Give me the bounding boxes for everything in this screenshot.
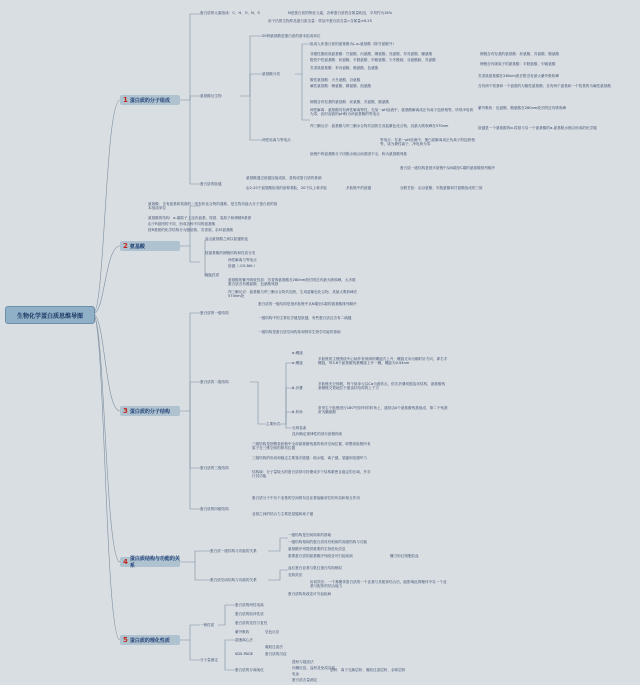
node-coil-note: 没有确定规律性的部分肽链构象 — [292, 432, 343, 436]
node-aa-props: 理化性质 — [205, 273, 220, 277]
node-tertiary: 蛋白质的三级结构 — [200, 466, 229, 470]
node-s3: 蛋白质的分离纯化 — [235, 668, 264, 672]
node-ter1: 三级结构是指整条肽链中全部氨基酸残基的相对空间位置，即整条肽链所有原子在三维空间的排布位置 — [252, 442, 371, 451]
root-label: 生物化学蛋白质思维导图 — [16, 312, 83, 320]
node-secondary: 蛋白质的二级结构 — [200, 380, 229, 384]
node-d7: 肽链中的氨基酸分子因脱水缩合而基团不全，称为氨基酸残基 — [310, 152, 408, 156]
node-helix: α-螺旋 — [292, 361, 303, 365]
node-elements: 蛋白质的元素组成：C、H、O、N、S — [200, 11, 260, 15]
node-sheet: β-折叠 — [292, 386, 303, 390]
node-s3c: 电泳 — [292, 672, 300, 676]
node-r1b: 一级结构相似的蛋白质具有相似的高级结构与功能 — [288, 540, 368, 544]
branch-label: 氨基酸 — [129, 243, 145, 250]
node-s1c: 蛋白质的变性与复性 — [235, 621, 268, 625]
node-r2b: 变构效应 — [288, 573, 303, 577]
node-s2c: SDS-PAGE — [235, 652, 254, 656]
node-quaternary: 蛋白质的四级结构 — [200, 507, 229, 511]
node-s3e: 蛋白质含量测定 — [292, 678, 318, 682]
branch-physicochemical-properties[interactable] — [120, 635, 180, 645]
node-peptide: 蛋白质的肽键 — [200, 182, 222, 186]
node-r1d: 重要蛋白质的氨基酸序列改变可引起疾病 — [288, 554, 353, 558]
node-primary: 蛋白质的一级结构 — [200, 311, 229, 315]
branch-amino-acids[interactable] — [120, 241, 180, 251]
node-acidic: 酸性氨基酸：天冬氨酸、谷氨酸 — [310, 78, 361, 82]
node-right-4: 含有两个羧基和一个氨基的为酸性氨基酸；含有两个氨基和一个羧基的为碱性氨基酸 — [478, 84, 611, 88]
node-derivative: 氨基酸衍生物 — [200, 94, 222, 98]
node-coil: 无规卷曲 — [292, 426, 307, 430]
node-s1e: 呈色反应 — [265, 630, 280, 634]
node-turn-note: 常发生于肽链进行180°回折时的转角上，通常由4个氨基酸残基组成，第二个残基常为脯氨酸 — [318, 406, 448, 415]
branch-number: 4 — [123, 558, 128, 566]
branch-number: 1 — [123, 96, 128, 104]
branch-structure-function[interactable] — [120, 557, 180, 567]
node-aa-intro3: 由于R基团的不同，形成各种不同的氨基酸 — [148, 222, 216, 226]
node-basic: 碱性氨基酸：赖氨酸、精氨酸、组氨酸 — [310, 84, 372, 88]
node-aa-intro1: 氨基酸：含有氨基和羧基的一类有机化合物的通称，是生物功能大分子蛋白质的基本组成单位 — [148, 202, 278, 211]
node-s1: 一般性质 — [200, 623, 215, 627]
node-pri1: 蛋白质的一级结构是指多肽链中从N端至C端的氨基酸排列顺序 — [258, 302, 357, 306]
node-pri3: 一级结构是蛋白质空间构象和特异生物学功能的基础 — [258, 330, 341, 334]
root-topic[interactable] — [5, 306, 95, 324]
node-p3: 多肽链中的肽键 — [346, 186, 372, 190]
node-s1b: 蛋白质的胶体性质 — [235, 612, 264, 616]
node-s2d: 蛋白质的沉淀 — [265, 652, 287, 656]
node-sheet-note: 多肽链充分伸展，每个肽单元以Cα为旋转点，依次折叠成锯齿状结构，氨基酸残基侧链交替地位于锯齿状结构的上下方 — [318, 382, 446, 391]
node-aromatic: 芳香族氨基酸：苯丙氨酸、酪氨酸、色氨酸 — [310, 66, 379, 70]
branch-label: 蛋白质的理化性质 — [129, 637, 170, 644]
node-aa-classification: 氨基酸分类 — [262, 72, 280, 76]
node-d4: 肽键是一个氨基酸的α-羧基与另一个氨基酸的α-氨基脱水缩合形成的化学键 — [478, 126, 597, 130]
node-s1a: 蛋白质的两性电离 — [235, 603, 264, 607]
node-aa-pr3: 氨基酸的紫外吸收性质：芳香族氨基酸在280nm波长附近有最大吸收峰，大多数蛋白质含有酪氨酸、色氨酸残基 — [228, 278, 356, 287]
node-d6: 等电点：在某一pH溶液中，蛋白质解离成正负离子的趋势相等，成为兼性离子，净电荷为零 — [380, 138, 475, 147]
node-d8: 蛋白质一级结构是指多肽链中从N端至C端的氨基酸排列顺序 — [400, 166, 496, 170]
branch-label: 蛋白质的分子组成 — [129, 97, 170, 104]
node-d1-label: 侧链含有羟基的氨基酸：丝氨酸、苏氨酸、酪氨酸 — [310, 100, 390, 104]
node-d3: 茚三酮反应：氨基酸与茚三酮水合物共加热生成蓝紫色化合物，其最大吸收峰在570nm — [310, 124, 449, 128]
node-r1c: 氨基酸序列提供重要的生物进化信息 — [288, 547, 346, 551]
node-ter3: 结构域：分子量较大的蛋白质常可折叠成多个结构紧密且稳定的区域，并各行其功能 — [252, 470, 371, 479]
branch-number: 2 — [123, 242, 128, 250]
node-sec-header: α-螺旋 — [292, 351, 303, 355]
node-pri2: 一级结构中的主要化学键是肽键，有些蛋白质还含有二硫键 — [258, 316, 352, 320]
node-q1: 蛋白质分子中各个亚基的空间排布及亚基接触部位的布局和相互作用 — [252, 496, 360, 500]
node-r2d: 蛋白质构象改变可引起疾病 — [288, 592, 332, 596]
node-s3a: 透析与超滤法 — [292, 660, 314, 664]
node-helix-note: 多肽链的主链围绕中心轴作有规律的螺旋式上升，螺旋走向为顺时针方向，即右手螺旋，每3.6个氨基酸残基螺旋上升一圈，螺距为0.54nm — [318, 357, 448, 366]
node-d1: 两性解离：氨基酸具有两性解离特性，在某一pH溶液中，氨基酸解离成正负离子趋势相等，所带净电荷为零，此时溶液的pH称为该氨基酸的等电点 — [310, 108, 474, 117]
node-r1: 蛋白质一级结构与功能的关系 — [210, 549, 257, 553]
node-p1: 氨基酸通过肽键连接成肽，是构成蛋白质的基础 — [246, 176, 322, 180]
node-r1e: 镰刀形红细胞贫血 — [390, 554, 419, 558]
node-aa-intro2: 氨基酸的结构：α-碳原子上连有氨基、羧基、氢原子和侧链R基团 — [148, 216, 252, 220]
node-r2a: 血红蛋白亚基与肌红蛋白结构相似 — [288, 566, 342, 570]
node-polar: 极性中性氨基酸：丝氨酸、半胱氨酸、甲硫氨酸、天冬酰胺、谷氨酰胺、苏氨酸 — [310, 58, 436, 62]
node-s2b: 凝胶过滤法 — [265, 645, 283, 649]
node-d5: 两性电离与等电点 — [262, 138, 291, 142]
node-s3d: 层析：离子交换层析、凝胶过滤层析、亲和层析 — [330, 668, 406, 672]
node-aa-intro4: 按R基团的化学结构分为脂肪族、芳香族、杂环氨基酸 — [148, 228, 234, 232]
node-aa-pr4: 茚三酮反应：氨基酸与茚三酮水合物共加热，生成蓝紫色化合物，其最大吸收峰在570nm处 — [228, 290, 358, 299]
node-turn: β-转角 — [292, 410, 303, 414]
node-aa-header: 20种氨基酸是蛋白质的基本组成单位 — [262, 34, 321, 38]
node-nonpolar: 非极性脂肪族氨基酸：甘氨酸、丙氨酸、缬氨酸、亮氨酸、异亮氨酸、脯氨酸 — [310, 52, 433, 56]
node-right-3: 芳香族氨基酸在280nm波长附近有最大紫外吸收峰 — [478, 74, 559, 78]
branch-number: 5 — [123, 636, 128, 644]
branch-molecular-composition[interactable] — [120, 95, 180, 105]
node-nitrogen-note: 用于估算生物样品蛋白质含量：样品中蛋白质含量=含氮量×6.25 — [268, 19, 372, 23]
branch-molecular-structure[interactable] — [120, 406, 180, 416]
node-d2: 紫外吸收：色氨酸、酪氨酸在280nm波长附近有吸收峰 — [478, 106, 567, 110]
node-s2a: 超速离心法 — [235, 638, 253, 642]
node-s3b: 丙酮沉淀、盐析及免疫沉淀 — [292, 666, 336, 670]
node-aa-rule1: 各个氨基酸之间以肽键相连 — [205, 237, 249, 241]
branch-label: 蛋白质结构与功能的关系 — [129, 556, 180, 569]
node-s2: 分子量测定 — [200, 658, 218, 662]
node-q2: 亚基之间的结合力主要是氢键和离子键 — [252, 512, 314, 516]
node-r1a: 一级结构是空间构象的基础 — [288, 533, 332, 537]
node-sec-main: 主要形式 — [266, 422, 281, 426]
node-right-1: 侧链含有羟基的氨基酸：丝氨酸、苏氨酸、酪氨酸 — [480, 52, 560, 56]
node-aa-rule2: 按氨基酸的侧链结构和性质分类 — [205, 251, 256, 255]
node-aa-pr2: 肽键（-CO-NH-） — [228, 264, 258, 268]
node-r2c: 协同效应：一个寡聚体蛋白质的一个亚基与其配体结合后，能影响此寡聚体中另一个亚基与配体的结合能力 — [310, 580, 447, 589]
branch-label: 蛋白质的分子结构 — [129, 408, 170, 415]
node-aa-l-note: 组成人体蛋白质的氨基酸为L-α-氨基酸（除甘氨酸外） — [310, 42, 396, 46]
node-p2: 由2-20个氨基酸组成的肽称寡肽，20个以上称多肽 — [246, 186, 328, 190]
branch-number: 3 — [123, 407, 128, 415]
node-ter2: 三级结构的形成和稳定主要靠次级键：疏水键、离子键、氢键和范德华力 — [252, 456, 367, 460]
node-aa-pr1: 两性解离与等电点 — [228, 258, 257, 262]
node-s1d: 紫外吸收 — [235, 630, 250, 634]
node-right-2: 侧链含有硫原子的氨基酸：半胱氨酸、甲硫氨酸 — [480, 62, 556, 66]
node-p4: 谷胱甘肽：由谷氨酸、半胱氨酸和甘氨酸组成的三肽 — [400, 186, 483, 190]
node-elements-note: N是蛋白质的特征元素，各种蛋白质的含氮量相近，平均约为16% — [288, 11, 393, 15]
node-r2: 蛋白质空间结构与功能的关系 — [210, 578, 257, 582]
